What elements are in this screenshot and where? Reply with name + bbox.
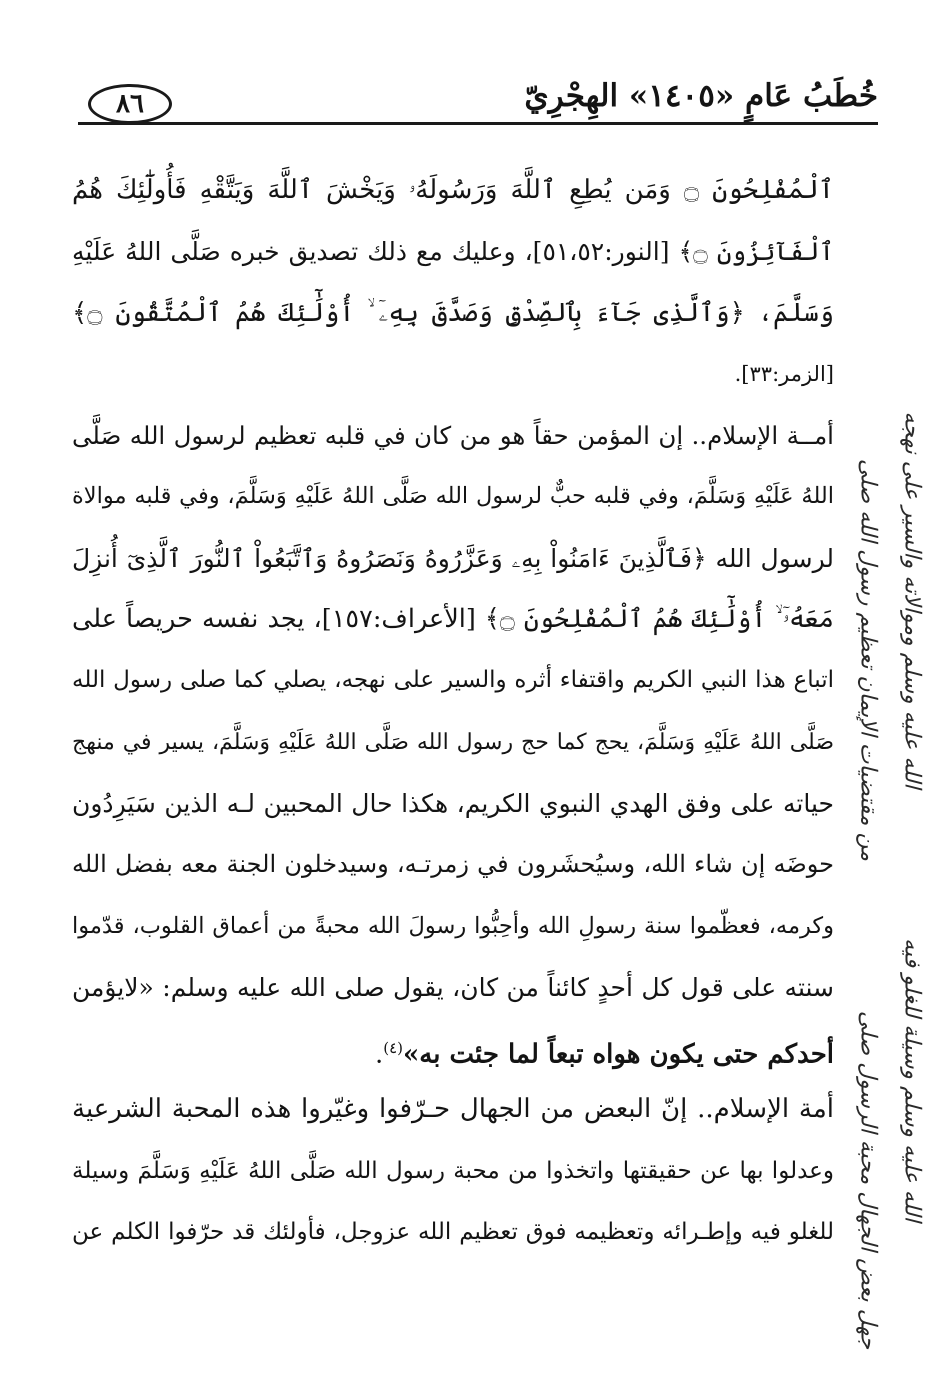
- text-line-with-footnote: أحدكم حتى يكون هواه تبعاً لما جئت به»$^{(٤)}$.: [374, 1039, 834, 1070]
- text-line: اللهُ عَلَيْهِ وَسَلَّمَ، وفي قلبه حبٌّ لرسول الله صَلَّى اللهُ عَلَيْهِ وَسَلَّمَ، وفي قلبه موالاة: [72, 483, 834, 510]
- margin-note-inner-bottom: الله عليه وسلم وسيلة للغلو فيه: [899, 938, 925, 1222]
- text-line: [الزمر:٣٣].: [734, 361, 834, 386]
- text-line: مَعَهُۥٓ ۙ أُوْلَٰٓئِكَ هُمُ ٱلْمُفْلِحُونَ ۝﴾ [الأعراف:١٥٧]، يجد نفسه حريصاً على: [72, 604, 834, 635]
- page-number: ٨٦: [88, 84, 172, 124]
- text-line: أمة الإسلام.. إنّ البعض من الجهال حـرّفوا وغيّروا هذه المحبة الشرعية: [72, 1094, 834, 1125]
- text-line: أمــة الإسلام.. إن المؤمن حقاً هو من كان في قلبه تعظيم لرسول الله صَلَّى: [72, 421, 834, 451]
- text-line: حياته على وفق الهدي النبوي الكريم، هكذا حال المحبين لـه الذين سَيَرِدُون: [72, 788, 834, 818]
- margin-note-outer-bottom: جهل بعض الجهال محبة الرسول صلى: [855, 1010, 881, 1350]
- text-line: حوضَه إن شاء الله، وسيُحشَرون في زمرتـه، وسيدخلون الجنة معه بفضل الله: [72, 850, 834, 879]
- body-text: [72, 160, 834, 1263]
- running-title: خُطَبُ عَامٍ «١٤٠٥» الهِجْرِيّ: [524, 78, 878, 114]
- text-line: ٱلْمُفْلِحُونَ ۝ وَمَن يُطِعِ ٱللَّهَ وَرَسُولَهُۥ وَيَخْشَ ٱللَّهَ وَيَتَّقْهِ فَأُولَٰٓئِكَ هُمُ: [72, 175, 834, 205]
- text-line: لرسول الله ﴿فَٱلَّذِينَ ءَامَنُواْ بِهِۦ وَعَزَّرُوهُ وَنَصَرُوهُ وَٱتَّبَعُواْ ٱلنُّورَ ٱلَّذِىٓ أُنزِلَ: [72, 543, 834, 573]
- text-line: وعدلوا بها عن حقيقتها واتخذوا من محبة رسول الله صَلَّى اللهُ عَلَيْهِ وَسَلَّمَ وسيلة: [72, 1157, 834, 1184]
- margin-note-inner-top: الله عليه وسلم وموالاته والسير على نهجه: [899, 411, 925, 789]
- margin-note-outer-top: من مقتضيات الإيمان تعظيم رسول الله صلى: [855, 458, 881, 862]
- text-line: وكرمه، فعظّموا سنة رسولِ الله وأحِبُّوا رسولَ الله محبةً من أعماق القلوب، قدّموا: [72, 912, 834, 939]
- text-line: اتباع هذا النبي الكريم واقتفاء أثره والسير على نهجه، يصلي كما صلى رسول الله: [72, 667, 834, 694]
- text-line: وَسَلَّمَ، ﴿وَٱلَّذِى جَآءَ بِٱلصِّدْقِ وَصَدَّقَ بِهِۦٓ ۙ أُوْلَٰٓئِكَ هُمُ ٱلْمُتَّقُونَ ۝﴾: [72, 297, 834, 328]
- header-rule: [78, 122, 878, 125]
- page-header: [78, 78, 878, 130]
- text-line: صَلَّى اللهُ عَلَيْهِ وَسَلَّمَ، يحج كما حج رسول الله صَلَّى اللهُ عَلَيْهِ وَسَلَّمَ، يسير في منهج: [72, 729, 834, 755]
- hadith-quote: أحدكم حتى يكون هواه تبعاً لما جئت به»: [403, 1039, 834, 1070]
- footnote-marker: (٤): [383, 1039, 404, 1058]
- text-line: ٱلْفَآئِزُونَ ۝﴾ [النور:٥١،٥٢]، وعليك مع ذلك تصديق خبره صَلَّى اللهُ عَلَيْهِ: [72, 237, 834, 267]
- text-line: للغلو فيه وإطـرائه وتعظيمه فوق تعظيم الله عزوجل، فأولئك قد حرّفوا الكلم عن: [72, 1219, 834, 1246]
- text-line: سنته على قول كل أحدٍ كائناً من كان، يقول صلى الله عليه وسلم: «لايؤمن: [72, 972, 834, 1002]
